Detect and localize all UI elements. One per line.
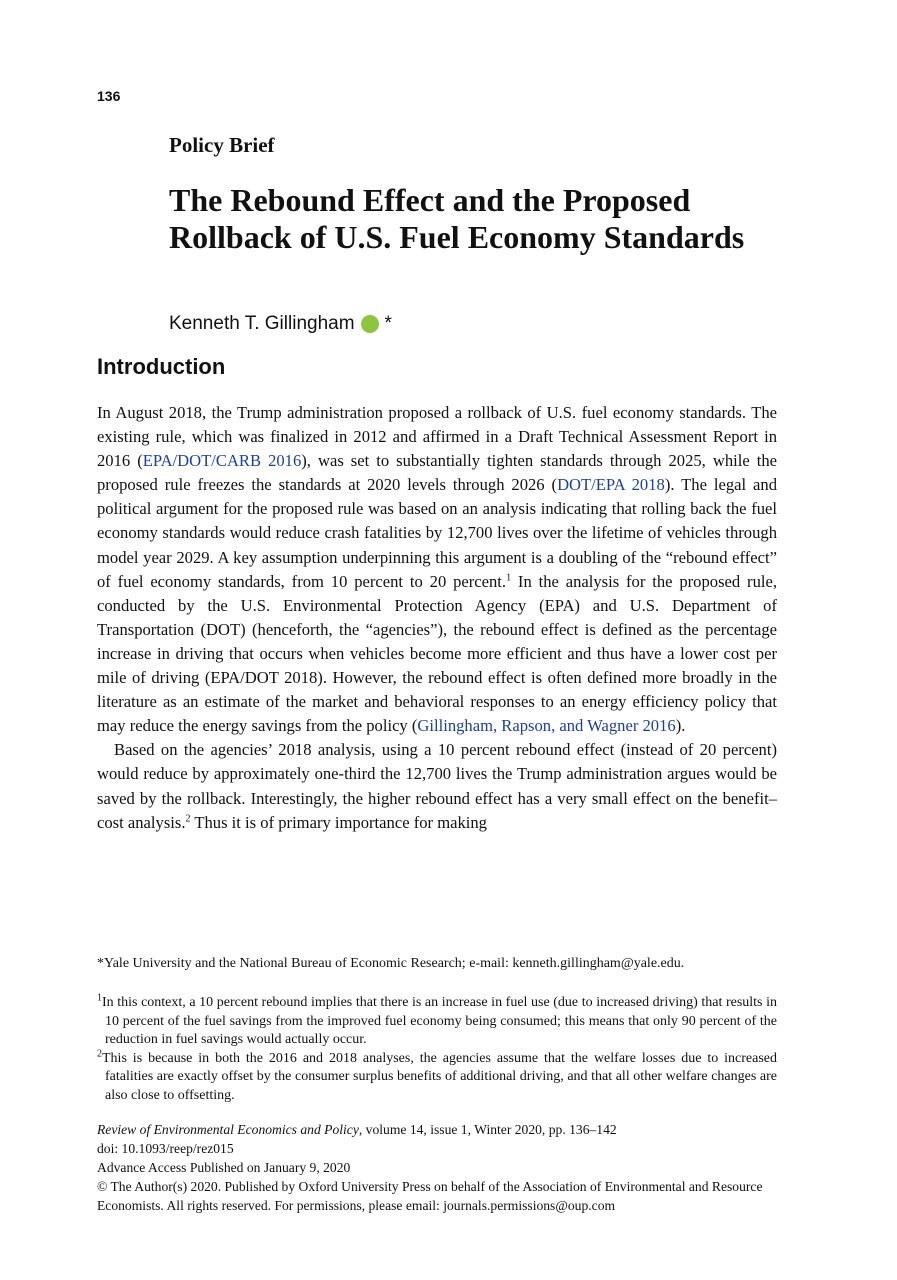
citation-copyright: © The Author(s) 2020. Published by Oxford University Press on behalf of the Association of Environmental and Resource Economists. All rights reserved. For permissions, please email: journals.permissions@oup.com bbox=[97, 1179, 763, 1213]
footnote-ref-1[interactable]: 1 bbox=[506, 572, 512, 584]
author-name: Kenneth T. Gillingham bbox=[169, 313, 355, 334]
section-heading: Introduction bbox=[97, 354, 226, 379]
author-affiliation-marker: * bbox=[384, 313, 392, 334]
citation-doi[interactable]: doi: 10.1093/reep/rez015 bbox=[97, 1141, 234, 1156]
body-text bbox=[97, 401, 777, 835]
footnotes bbox=[97, 994, 777, 1105]
journal-citation bbox=[97, 1120, 787, 1215]
orcid-icon[interactable] bbox=[361, 315, 379, 333]
footnote-ref-2[interactable]: 2 bbox=[185, 813, 191, 825]
page-number: 136 bbox=[97, 88, 121, 104]
citation-advance-access: Advance Access Published on January 9, 2020 bbox=[97, 1160, 351, 1175]
citation-link-epa-dot-carb[interactable]: EPA/DOT/CARB 2016 bbox=[142, 451, 302, 471]
footnote-2: $^2$This is because in both the 2016 and 2018 analyses, the agencies assume that the welfare losses due to increased fatalities are exactly offset by the consumer surplus benefits of additional driving, and that all other welfare changes are also close to offsetting. bbox=[97, 1047, 777, 1103]
footnote-1: $^1$In this context, a 10 percent rebound implies that there is an increase in fuel use (due to increased driving) that results in 10 percent of the fuel savings from the improved fuel economy being consumed; this means that only 90 percent of the reduction in fuel savings would actually occur. bbox=[97, 992, 777, 1047]
citation-journal-line: Review of Environmental Economics and Policy, volume 14, issue 1, Winter 2020, pp. 136–142 bbox=[97, 1122, 617, 1137]
paragraph-1: In August 2018, the Trump administration proposed a rollback of U.S. fuel economy standards. The existing rule, which was finalized in 2012 and affirmed in a Draft Technical Assessment Report in 2016 (EPA/DOT/CARB 2016), was set to substantially tighten standards through 2025, while the proposed rule freezes the standards at 2020 levels through 2026 (DOT/EPA 2018). The legal and political argument for the proposed rule was based on an analysis indicating that rolling back the fuel economy standards would reduce crash fatalities by 12,700 lives over the lifetime of vehicles through model year 2029. A key assumption underpinning this argument is a doubling of the “rebound effect” of fuel economy standards, from 10 percent to 20 percent.$^1$ In the analysis for the proposed rule, conducted by the U.S. Environmental Protection Agency (EPA) and U.S. Department of Transportation (DOT) (henceforth, the “agencies”), the rebound effect is defined as the percentage increase in driving that occurs when vehicles become more efficient and thus have a lower cost per mile of driving (EPA/DOT 2018). However, the rebound effect is often defined more broadly in the literature as an estimate of the market and behavioral responses to an energy efficiency policy that may reduce the energy savings from the policy (Gillingham, Rapson, and Wagner 2016). bbox=[97, 403, 778, 736]
author-line bbox=[169, 313, 392, 335]
article-title: The Rebound Effect and the Proposed Rollback of U.S. Fuel Economy Standards bbox=[169, 182, 745, 255]
citation-link-gillingham[interactable]: Gillingham, Rapson, and Wagner 2016 bbox=[417, 716, 676, 736]
citation-link-dot-epa[interactable]: DOT/EPA 2018 bbox=[557, 475, 665, 495]
article-type-label: Policy Brief bbox=[169, 133, 275, 157]
paragraph-2: Based on the agencies’ 2018 analysis, using a 10 percent rebound effect (instead of 20 percent) would reduce by approximately one-third the 12,700 lives the Trump administration argues would be saved by the rollback. Interestingly, the higher rebound effect has a very small effect on the benefit–cost analysis.$^2$ Thus it is of primary importance for making bbox=[97, 740, 777, 832]
author-footnote: *Yale University and the National Bureau of Economic Research; e-mail: kenneth.gillingham@yale.edu. bbox=[97, 956, 685, 971]
